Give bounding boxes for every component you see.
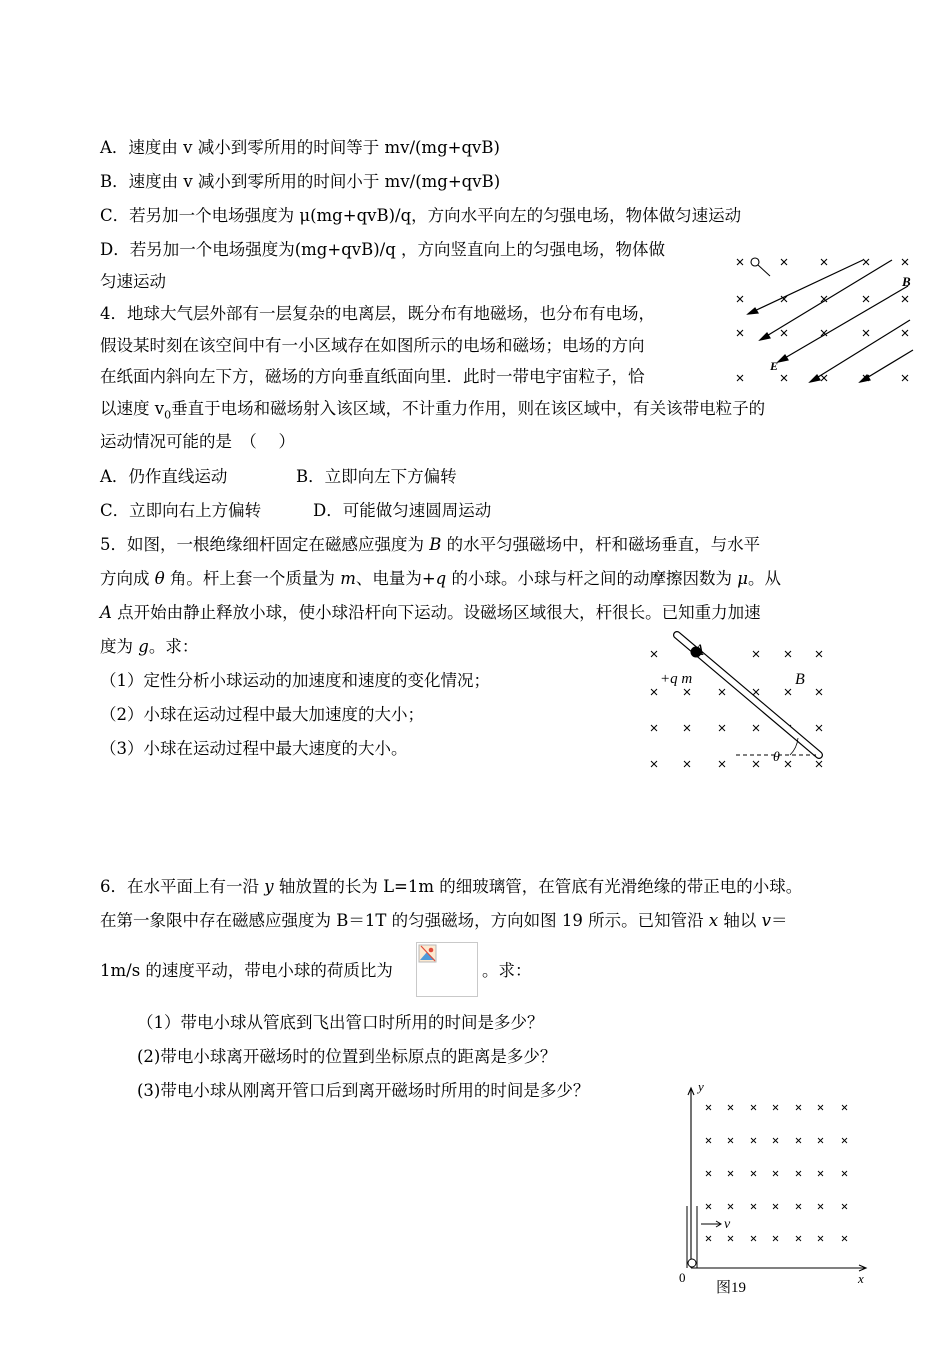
q5-sub-question-1: （1）定性分析小球运动的加速度和速度的变化情况； — [100, 671, 490, 690]
q4-field-figure — [730, 250, 920, 395]
q3-option-a: A．速度由 v 减小到零所用的时间等于 mv/(mg+qvB) — [100, 138, 500, 157]
q4-label-b: B — [902, 274, 911, 289]
x-axis — [691, 1265, 866, 1271]
q6-label-origin: 0 — [679, 1270, 686, 1285]
magnetic-field-crosses — [651, 651, 822, 767]
q3-option-d-line2: 匀速运动 — [100, 272, 166, 291]
q5-line2: 方向成 θ 角。杆上套一个质量为 m、电量为+q 的小球。小球与杆之间的动摩擦因数为 μ。从 — [100, 569, 781, 588]
q4-line3: 在纸面内斜向左下方，磁场的方向垂直纸面向里．此时一带电宇宙粒子，恰 — [100, 367, 645, 386]
q6-label-y: y — [698, 1079, 704, 1094]
q6-figure-19 — [668, 1078, 878, 1308]
y-axis — [688, 1088, 694, 1268]
q4-line2: 假设某时刻在该空间中有一小区域存在如图所示的电场和磁场；电场的方向 — [100, 336, 645, 355]
q3-option-d-line1: D．若另加一个电场强度为(mg+qvB)/q ，方向竖直向上的匀强电场，物体做 — [100, 240, 666, 259]
q6-figure-caption: 图19 — [716, 1280, 747, 1296]
q6-sub-question-3: (3)带电小球从刚离开管口后到离开磁场时所用的时间是多少？ — [137, 1081, 590, 1100]
q3-option-b: B．速度由 v 减小到零所用的时间小于 mv/(mg+qvB) — [100, 172, 501, 191]
q4-line1: 4．地球大气层外部有一层复杂的电离层，既分布有地磁场，也分布有电场， — [100, 304, 655, 323]
q5-line4: 度为 g。求： — [100, 637, 199, 656]
q5-label-b: B — [795, 671, 805, 688]
q3-option-c: C．若另加一个电场强度为 μ(mg+qvB)/q，方向水平向左的匀强电场，物体做匀速运动 — [100, 206, 742, 225]
q4-line5: 运动情况可能的是 （ ） — [100, 432, 295, 451]
cross-mark — [651, 651, 822, 767]
q6-line1: 6．在水平面上有一沿 y 轴放置的长为 L=1m 的细玻璃管，在管底有光滑绝缘的带正电的小球。 — [100, 877, 803, 896]
q5-rod-figure — [640, 628, 840, 778]
q4-option-d: D．可能做匀速圆周运动 — [313, 501, 492, 520]
cosmic-particle — [751, 258, 770, 276]
q6-label-x: x — [858, 1271, 864, 1286]
q4-label-e: E — [770, 359, 779, 373]
q5-label-theta: θ — [773, 750, 780, 765]
q6-line2: 在第一象限中存在磁感应强度为 B＝1T 的匀强磁场，方向如图 19 所示。已知管沿 x 轴以 v＝ — [100, 911, 788, 930]
velocity-arrow — [701, 1221, 721, 1227]
q4-option-c: C．立即向右上方偏转 — [100, 501, 262, 520]
q6-line3-a: 1m/s 的速度平动，带电小球的荷质比为 — [100, 961, 393, 980]
q6-sub-question-1: （1）带电小球从管底到飞出管口时所用的时间是多少？ — [137, 1013, 544, 1032]
q5-sub-question-3: （3）小球在运动过程中最大速度的大小。 — [100, 739, 408, 758]
magnetic-field-crosses — [737, 259, 908, 381]
q4-option-b: B．立即向左下方偏转 — [296, 467, 457, 486]
charged-ball — [688, 1259, 696, 1267]
cross-mark — [737, 259, 908, 381]
q6-sub-question-2: (2)带电小球离开磁场时的位置到坐标原点的距离是多少？ — [137, 1047, 557, 1066]
q5-line1: 5．如图，一根绝缘细杆固定在磁感应强度为 B 的水平匀强磁场中，杆和磁场垂直，与水平 — [100, 535, 761, 554]
broken-image-icon — [418, 944, 438, 964]
q4-line4: 以速度 $v_0$垂直于电场和磁场射入该区域，不计重力作用，则在该区域中，有关该带电粒子的 — [100, 399, 766, 422]
q5-label-a: A — [694, 642, 704, 659]
q5-line3: A 点开始由静止释放小球，使小球沿杆向下运动。设磁场区域很大，杆很长。已知重力加速 — [100, 603, 761, 622]
broken-image-placeholder — [416, 942, 478, 997]
q6-label-v: v — [724, 1217, 731, 1232]
q5-label-qm: +q m — [660, 671, 693, 687]
q4-option-a: A．仍作直线运动 — [100, 467, 228, 486]
q6-line3-b: 。求： — [482, 961, 532, 980]
q5-sub-question-2: （2）小球在运动过程中最大加速度的大小； — [100, 705, 424, 724]
